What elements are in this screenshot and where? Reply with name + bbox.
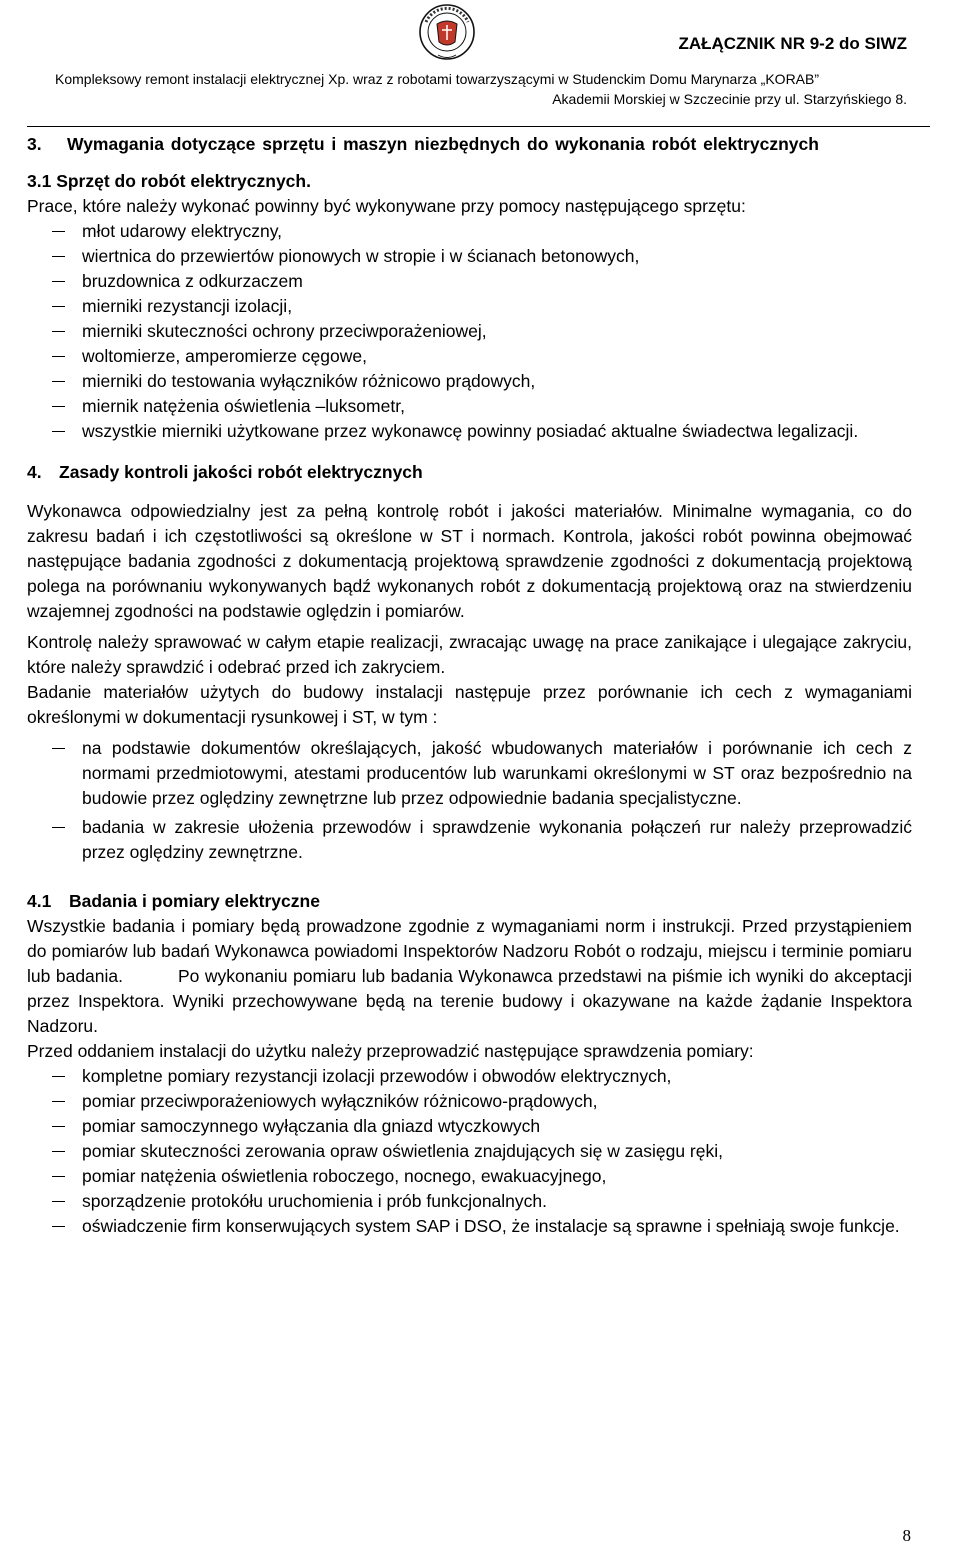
list-item: badania w zakresie ułożenia przewodów i sprawdzenie wykonania połączeń rur należy przeprowadzić przez oględziny zewnętrzne. [27,815,912,865]
section-4-1-paragraph-1: Wszystkie badania i pomiary będą prowadzone zgodnie z wymaganiami norm i instrukcji. Przed przystąpieniem do pomiarów lub badań Wykonawca powiadomi Inspektorów Nadzoru Robót o rodzaju, miejscu i terminie pomiaru lub badania. Po wykonaniu pomiaru lub badania Wykonawca przedstawi na piśmie ich wyniki do akceptacji przez Inspektora. Wyniki przechowywane będą na terenie budowy i okazywane na każde żądanie Inspektora Nadzoru. [27,916,917,1036]
document-body [27,132,917,1239]
list-item: bruzdownica z odkurzaczem [27,269,912,294]
list-item: mierniki rezystancji izolacji, [27,294,912,319]
section-4-1-paragraph-2: Przed oddaniem instalacji do użytku należy przeprowadzić następujące sprawdzenia pomiary: [27,1041,754,1061]
measurements-list [27,1064,912,1239]
section-3-1-heading: 3.1 Sprzęt do robót elektrycznych. [27,171,311,191]
section-3-title: Wymagania dotyczące sprzętu i maszyn niezbędnych do wykonania robót elektrycznych [67,134,819,154]
university-seal-logo [418,0,476,68]
section-4-paragraph-3: Badanie materiałów użytych do budowy instalacji następuje przez porównanie ich cech z wymaganiami określonymi w dokumentacji rysunkowej i ST, w tym : [27,682,912,727]
list-item: sporządzenie protokółu uruchomienia i prób funkcjonalnych. [27,1189,912,1214]
list-item: miernik natężenia oświetlenia –luksometr, [27,394,912,419]
header-address-line: Akademii Morskiej w Szczecinie przy ul. Starzyńskiego 8. [552,91,907,107]
section-4-1-heading [27,889,912,914]
section-4-1-number: 4.1 [27,891,52,911]
list-item: wszystkie mierniki użytkowane przez wykonawcę powinny posiadać aktualne świadectwa legalizacji. [27,419,912,444]
list-item: wiertnica do przewiertów pionowych w stropie i w ścianach betonowych, [27,244,912,269]
section-4-title: Zasady kontroli jakości robót elektrycznych [59,462,423,482]
inspection-list [27,736,912,865]
header-divider [27,126,930,127]
list-item: na podstawie dokumentów określających, jakość wbudowanych materiałów i porównanie ich cech z normami przedmiotowymi, atestami producentów lub warunkami określonymi w ST oraz bezpośrednio na budowie przez oględziny zewnętrzne lub przez odpowiednie badania specjalistyczne. [27,736,912,811]
list-item: mierniki do testowania wyłączników różnicowo prądowych, [27,369,912,394]
list-item: pomiar skuteczności zerowania opraw oświetlenia znajdujących się w zasięgu ręki, [27,1139,912,1164]
list-item: pomiar samoczynnego wyłączania dla gniazd wtyczkowych [27,1114,912,1139]
section-4-number: 4. [27,462,42,482]
list-item: pomiar przeciwporażeniowych wyłączników różnicowo-prądowych, [27,1089,912,1114]
list-item: oświadczenie firm konserwujących system SAP i DSO, że instalacje są sprawne i spełniają swoje funkcje. [27,1214,912,1239]
section-4-paragraph-2: Kontrolę należy sprawować w całym etapie realizacji, zwracając uwagę na prace zanikające i ulegające zakryciu, które należy sprawdzić i odebrać przed ich zakryciem. [27,632,912,677]
page-number: 8 [902,1526,911,1545]
list-item: woltomierze, amperomierze cęgowe, [27,344,912,369]
list-item: kompletne pomiary rezystancji izolacji przewodów i obwodów elektrycznych, [27,1064,912,1089]
section-3-intro: Prace, które należy wykonać powinny być wykonywane przy pomocy następującego sprzętu: [27,196,746,216]
section-4-paragraph-1: Wykonawca odpowiedzialny jest za pełną kontrolę robót i jakości materiałów. Minimalne wymagania, co do zakresu badań i ich częstotliwości są określone w ST i normach. Kontrola, jakości robót powinna obejmować następujące badania zgodności z dokumentacją projektową sprawdzenie zgodności z dokumentacją projektową polega na porównaniu wykonywanych bądź wykonanych robót z dokumentacją projektową oraz na stwierdzeniu wzajemnej zgodności na podstawie oględzin i pomiarów. [27,501,912,621]
section-4-heading [27,460,912,485]
list-item: pomiar natężenia oświetlenia roboczego, nocnego, ewakuacyjnego, [27,1164,912,1189]
list-item: młot udarowy elektryczny, [27,219,912,244]
equipment-list [27,219,912,444]
attachment-label: ZAŁĄCZNIK NR 9-2 do SIWZ [678,34,907,53]
section-4-1-title: Badania i pomiary elektryczne [69,891,320,911]
section-3-number: 3. [27,134,42,154]
list-item: mierniki skuteczności ochrony przeciwporażeniowej, [27,319,912,344]
section-3-heading [27,132,912,157]
header-project-line: Kompleksowy remont instalacji elektrycznej Xp. wraz z robotami towarzyszącymi w Studenckim Domu Marynarza „KORAB” [55,71,820,87]
